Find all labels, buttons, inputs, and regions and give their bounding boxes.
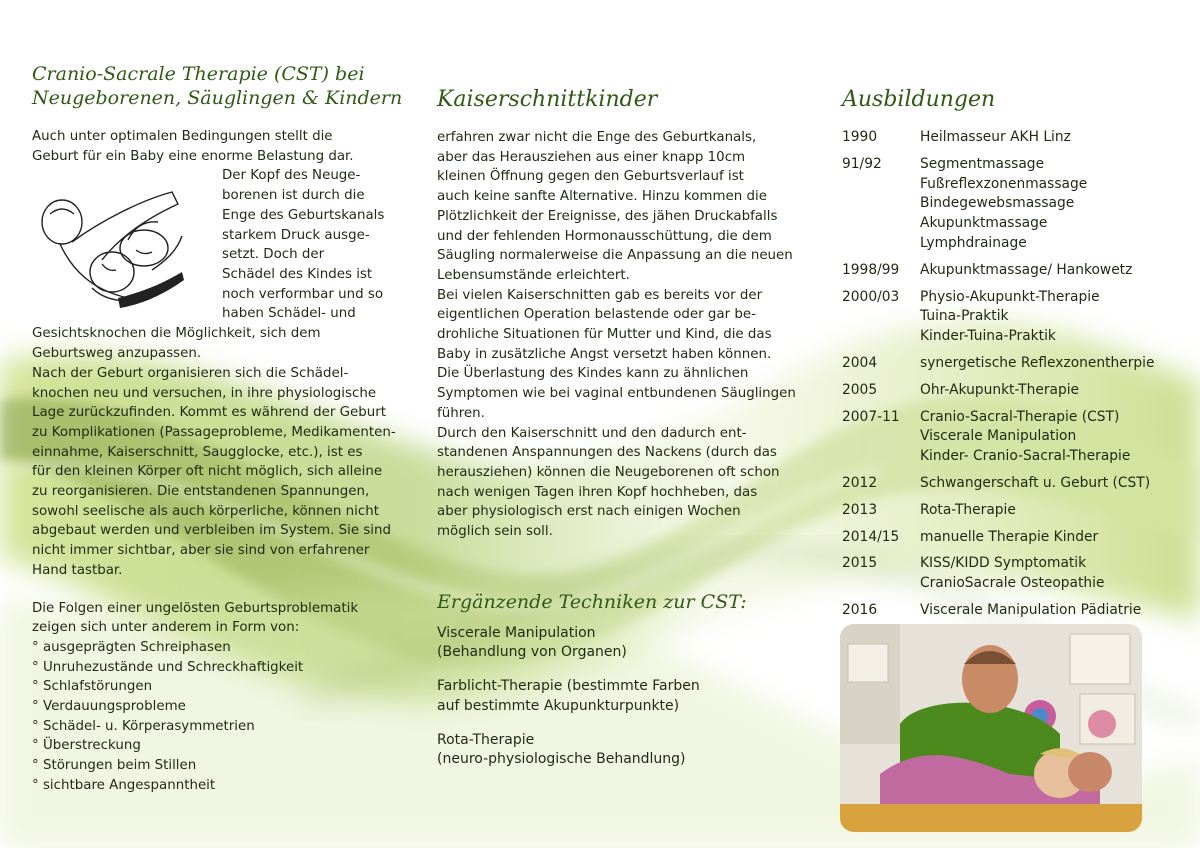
training-row	[842, 554, 1172, 594]
technique-name: Farblicht-Therapie (bestimmte Farben	[437, 678, 700, 695]
cst-newborns-column	[32, 62, 402, 796]
caesarean-line: Bei vielen Kaiserschnitten gab es bereits vor der	[437, 287, 763, 303]
training-row	[842, 408, 1172, 467]
training-item: Bindegewebsmassage	[920, 195, 1075, 212]
consequences-text	[32, 599, 402, 638]
body-line: zu reorganisieren. Die entstandenen Spannungen,	[32, 484, 370, 500]
consequences-line: zeigen sich unter anderem in Form von:	[32, 620, 300, 636]
technique-name: Viscerale Manipulation	[437, 624, 596, 641]
cst-body-text	[32, 324, 402, 580]
training-year: 91/92	[842, 155, 882, 172]
techniques-list	[437, 624, 807, 770]
body-line: knochen neu und versuchen, in ihre physiologische	[32, 385, 377, 401]
training-item: Fußreflexzonenmassage	[920, 175, 1088, 192]
cst-intro-text	[32, 127, 402, 166]
technique-detail: (neuro-physiologische Behandlung)	[437, 751, 686, 768]
body-line: Nach der Geburt organisieren sich die Schädel-	[32, 365, 349, 381]
training-year: 2016	[842, 601, 878, 618]
training-item: Cranio-Sacral-Therapie (CST)	[920, 408, 1120, 425]
list-item: ° Störungen beim Stillen	[32, 758, 197, 774]
training-row	[842, 354, 1172, 374]
caesarean-line: und der fehlenden Hormonausschüttung, die dem	[437, 228, 772, 244]
training-row	[842, 601, 1172, 621]
training-items	[920, 408, 1172, 467]
cst-heading-line-2: Neugeborenen, Säuglingen & Kindern	[32, 87, 403, 109]
training-item: KISS/KIDD Symptomatik	[920, 555, 1087, 572]
body-line: zu Komplikationen (Passageprobleme, Medikamenten-	[32, 424, 396, 440]
training-items	[920, 288, 1172, 347]
training-items	[920, 381, 1172, 401]
techniques-heading: Ergänzende Techniken zur CST:	[437, 590, 747, 613]
training-item: Ohr-Akupunkt-Therapie	[920, 381, 1080, 398]
side-line: Schädel des Kindes ist	[222, 266, 373, 282]
training-year: 1990	[842, 129, 878, 145]
caesarean-line: Säugling normalerweise die Anpassung an die neuen	[437, 248, 793, 264]
training-item: Kinder- Cranio-Sacral-Therapie	[920, 448, 1131, 465]
cst-heading	[32, 62, 402, 110]
training-item: Schwangerschaft u. Geburt (CST)	[920, 474, 1151, 491]
side-line: haben Schädel- und	[222, 306, 356, 322]
training-row	[842, 528, 1172, 548]
intro-line: Geburt für ein Baby eine enorme Belastung dar.	[32, 148, 354, 164]
training-item: Viscerale Manipulation	[920, 428, 1077, 445]
caesarean-line: kleinen Öffnung gegen den Geburtsverlauf ist	[437, 169, 744, 185]
training-list	[842, 128, 1172, 621]
training-item: Viscerale Manipulation Pädiatrie	[920, 601, 1142, 618]
training-row	[842, 288, 1172, 347]
training-item: manuelle Therapie Kinder	[920, 528, 1099, 545]
caesarean-line: erfahren zwar nicht die Enge des Geburtkanals,	[437, 130, 757, 145]
body-line: abgebaut werden und verbleiben im System. Sie sind	[32, 523, 392, 539]
illustration-row	[32, 166, 402, 324]
caesarean-line: eigentlichen Operation belastende oder gar be-	[437, 307, 756, 323]
training-item: Lymphdrainage	[920, 234, 1027, 251]
caesarean-column	[437, 86, 807, 784]
training-item: CranioSacrale Osteopathie	[920, 575, 1105, 592]
caesarean-line: Baby in zusätzliche Angst versetzt haben können.	[437, 346, 772, 362]
body-line: Geburtsweg anzupassen.	[32, 346, 202, 362]
body-line: nicht immer sichtbar, aber sie sind von erfahrener	[32, 543, 370, 559]
training-item: Physio-Akupunkt-Therapie	[920, 288, 1100, 305]
therapist-treating-child-photo	[840, 624, 1142, 832]
technique-detail: auf bestimmte Akupunkturpunkte)	[437, 697, 680, 714]
technique-item	[437, 731, 807, 770]
caesarean-line: Lebensumstände erleichtert.	[437, 267, 630, 283]
caesarean-line: Durch den Kaiserschnitt und den dadurch ent-	[437, 425, 747, 441]
technique-item	[437, 677, 807, 716]
training-item: Akupunktmassage	[920, 215, 1048, 232]
training-item: Segmentmassage	[920, 155, 1045, 172]
baby-in-birth-canal-sketch-icon	[32, 166, 220, 324]
caesarean-line: führen.	[437, 405, 485, 421]
technique-detail: (Behandlung von Organen)	[437, 644, 627, 661]
list-item: ° Überstreckung	[32, 738, 141, 754]
body-line: Hand tastbar.	[32, 562, 123, 578]
caesarean-line: Symptomen wie bei vaginal entbundenen Säuglingen	[437, 386, 796, 402]
training-item: Tuina-Praktik	[920, 308, 1009, 325]
caesarean-line: möglich sein soll.	[437, 524, 553, 540]
body-line: für den kleinen Körper oft nicht möglich, sich alleine	[32, 464, 383, 480]
training-items	[920, 501, 1172, 521]
training-year: 2012	[842, 474, 878, 491]
training-items	[920, 554, 1172, 594]
cst-side-text	[222, 166, 384, 324]
training-items	[920, 155, 1172, 254]
body-line: Lage zurückzufinden. Kommt es während der Geburt	[32, 405, 387, 421]
list-item: ° ausgeprägten Schreiphasen	[32, 639, 231, 655]
training-row	[842, 474, 1172, 494]
caesarean-line: aber das Herausziehen aus einer knapp 10cm	[437, 149, 746, 165]
training-item: Akupunktmassage/ Hankowetz	[920, 261, 1133, 278]
training-year: 1998/99	[842, 261, 900, 278]
side-line: setzt. Doch der	[222, 247, 325, 263]
caesarean-heading: Kaiserschnittkinder	[437, 87, 658, 112]
training-item: Heilmasseur AKH Linz	[920, 129, 1071, 145]
technique-name: Rota-Therapie	[437, 731, 535, 748]
training-items	[920, 474, 1172, 494]
side-line: noch verformbar und so	[222, 286, 384, 302]
training-items	[920, 601, 1172, 621]
training-row	[842, 501, 1172, 521]
training-year: 2007-11	[842, 408, 900, 425]
consequences-line: Die Folgen einer ungelösten Geburtsproblematik	[32, 600, 359, 616]
training-items	[920, 128, 1172, 148]
consequences-list	[32, 638, 402, 796]
training-year: 2013	[842, 501, 878, 518]
caesarean-line: herausziehen) können die Neugeborenen oft schon	[437, 464, 780, 480]
list-item: ° Unruhezustände und Schreckhaftigkeit	[32, 659, 304, 675]
list-item: ° Verdauungsprobleme	[32, 699, 186, 715]
intro-line: Auch unter optimalen Bedingungen stellt die	[32, 129, 333, 144]
training-items	[920, 261, 1172, 281]
training-year: 2005	[842, 381, 878, 398]
body-line: sowohl seelische als auch körperliche, können nicht	[32, 503, 379, 519]
training-item: Rota-Therapie	[920, 501, 1016, 518]
training-item: Kinder-Tuina-Praktik	[920, 328, 1056, 345]
caesarean-line: nach wenigen Tagen ihren Kopf hochheben, das	[437, 484, 758, 500]
training-items	[920, 528, 1172, 548]
side-line: Enge des Geburtskanals	[222, 207, 385, 223]
body-line: Gesichtsknochen die Möglichkeit, sich dem	[32, 326, 321, 342]
list-item: ° Schädel- u. Körperasymmetrien	[32, 718, 255, 734]
caesarean-text	[437, 128, 807, 542]
caesarean-line: standenen Anspannungen des Nackens (durch das	[437, 445, 777, 461]
training-year: 2015	[842, 555, 878, 572]
training-year: 2000/03	[842, 288, 900, 305]
cst-heading-line-1: Cranio-Sacrale Therapie (CST) bei	[32, 63, 365, 85]
training-items	[920, 354, 1172, 374]
training-year: 2004	[842, 354, 878, 371]
caesarean-line: Plötzlichkeit der Ereignisse, des jähen Druckabfalls	[437, 208, 778, 224]
training-row	[842, 155, 1172, 254]
list-item: ° Schlafstörungen	[32, 679, 153, 695]
body-line: einnahme, Kaiserschnitt, Saugglocke, etc.), ist es	[32, 444, 363, 460]
caesarean-line: Die Überlastung des Kindes kann zu ähnlichen	[437, 366, 749, 382]
training-column	[842, 86, 1172, 628]
training-item: synergetische Reflexzonentherpie	[920, 354, 1155, 371]
side-line: Der Kopf des Neuge-	[222, 168, 361, 184]
technique-item	[437, 624, 807, 663]
side-line: borenen ist durch die	[222, 188, 365, 204]
caesarean-line: drohliche Situationen für Mutter und Kind, die das	[437, 327, 772, 343]
list-item: ° sichtbare Angespanntheit	[32, 777, 216, 793]
training-heading: Ausbildungen	[842, 87, 996, 112]
caesarean-line: auch keine sanfte Alternative. Hinzu kommen die	[437, 189, 767, 205]
training-row	[842, 261, 1172, 281]
caesarean-line: aber physiologisch erst nach einigen Wochen	[437, 504, 741, 520]
side-line: starkem Druck ausge-	[222, 227, 370, 243]
training-row	[842, 381, 1172, 401]
training-year: 2014/15	[842, 528, 900, 545]
training-row	[842, 128, 1172, 148]
